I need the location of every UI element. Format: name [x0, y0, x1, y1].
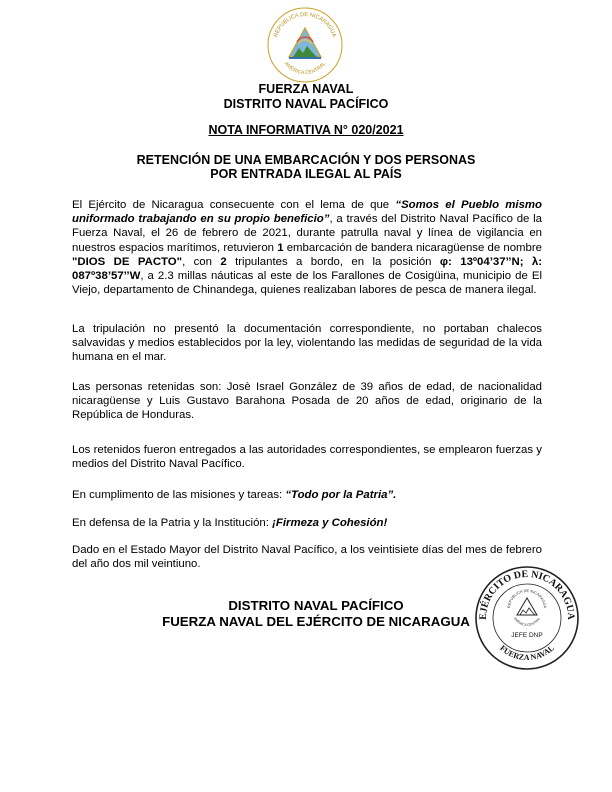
stamp-inner-top-text: REPÚBLICA DE NICARAGUA: [506, 588, 548, 609]
position-coordinates: φ: 13º04’37’’N; λ: 087º38’57’’W: [72, 255, 543, 283]
motto-quote: “Somos el Pueblo mismo uniformado trabajando en su propio beneficio”: [72, 199, 542, 226]
paragraph-2: La tripulación no presentó la documentación correspondiente, no portaban chalecos salvavidas y medios establecidos por la ley, violentando las medidas de seguridad de la vida humana en el mar.: [72, 323, 542, 364]
headline-line-1: RETENCIÓN DE UNA EMBARCACIÓN Y DOS PERSONAS: [136, 153, 476, 167]
official-stamp-icon: [474, 565, 580, 671]
signature-line-2: FUERZA NAVAL DEL EJÉRCITO DE NICARAGUA: [162, 614, 470, 629]
paragraph-3: Las personas retenidas son: Josè Israel González de 39 años de edad, de nacionalidad nicaragüense y Luis Gustavo Barahona Posada de 20 años de edad, originario de la República de Honduras.: [72, 381, 542, 422]
signature-line-1: DISTRITO NAVAL PACÍFICO: [228, 598, 404, 613]
seal-top-text: REPÚBLICA DE NICARAGUA: [273, 11, 337, 39]
paragraph-6: En defensa de la Patria y la Institución: ¡Firmeza y Cohesión!: [72, 517, 388, 529]
note-number: NOTA INFORMATIVA N° 020/2021: [208, 123, 404, 137]
headline-line-2: POR ENTRADA ILEGAL AL PAÍS: [210, 167, 402, 181]
seal-bottom-text: AMÉRICA CENTRAL: [283, 60, 327, 77]
stamp-outer-top-text: EJÉRCITO DE NICARAGUA: [477, 568, 577, 620]
vessel-name: "DIOS DE PACTO": [72, 255, 183, 268]
paragraph-1: El Ejército de Nicaragua consecuente con el lema de que “Somos el Pueblo mismo uniformado trabajando en su propio beneficio”, a través del Distrito Naval Pacífico de la Fuerza Naval, el 26 de febrero de 2021, durante patrulla naval y línea de vigilancia en nuestros espacios marítimos, retuvieron 1 embarcación de bandera nicaragüense de nombre "DIOS DE PACTO", con 2 tripulantes a bordo, en la posición φ: 13º04’37’’N; λ: 087º38’57’’W, a 2.3 millas náuticas al este de los Farallones de Cosigüina, municipio de El Viejo, departamento de Chinandega, quienes realizaban labores de pesca de manera ilegal.: [72, 199, 543, 297]
slogan-todo-por-la-patria: “Todo por la Patria”.: [285, 489, 397, 501]
stamp-role-text: JEFE DNP: [511, 632, 543, 639]
slogan-firmeza: ¡Firmeza y Cohesión!: [272, 517, 388, 529]
district-title: DISTRITO NAVAL PACÍFICO: [223, 97, 389, 111]
paragraph-5: En cumplimento de las misiones y tareas: “Todo por la Patria”.: [72, 489, 397, 501]
nicaragua-seal-icon: [266, 6, 344, 84]
paragraph-7: Dado en el Estado Mayor del Distrito Naval Pacífico, a los veintisiete días del mes de febrero del año dos mil veintiuno.: [72, 544, 542, 571]
stamp-outer-bottom-text: FUERZA NAVAL: [498, 643, 556, 663]
org-title: FUERZA NAVAL: [258, 82, 354, 96]
paragraph-4: Los retenidos fueron entregados a las autoridades correspondientes, se emplearon fuerzas y medios del Distrito Naval Pacífico.: [72, 444, 542, 471]
stamp-inner-bottom-text: AMÉRICA CENTRAL: [512, 616, 542, 628]
